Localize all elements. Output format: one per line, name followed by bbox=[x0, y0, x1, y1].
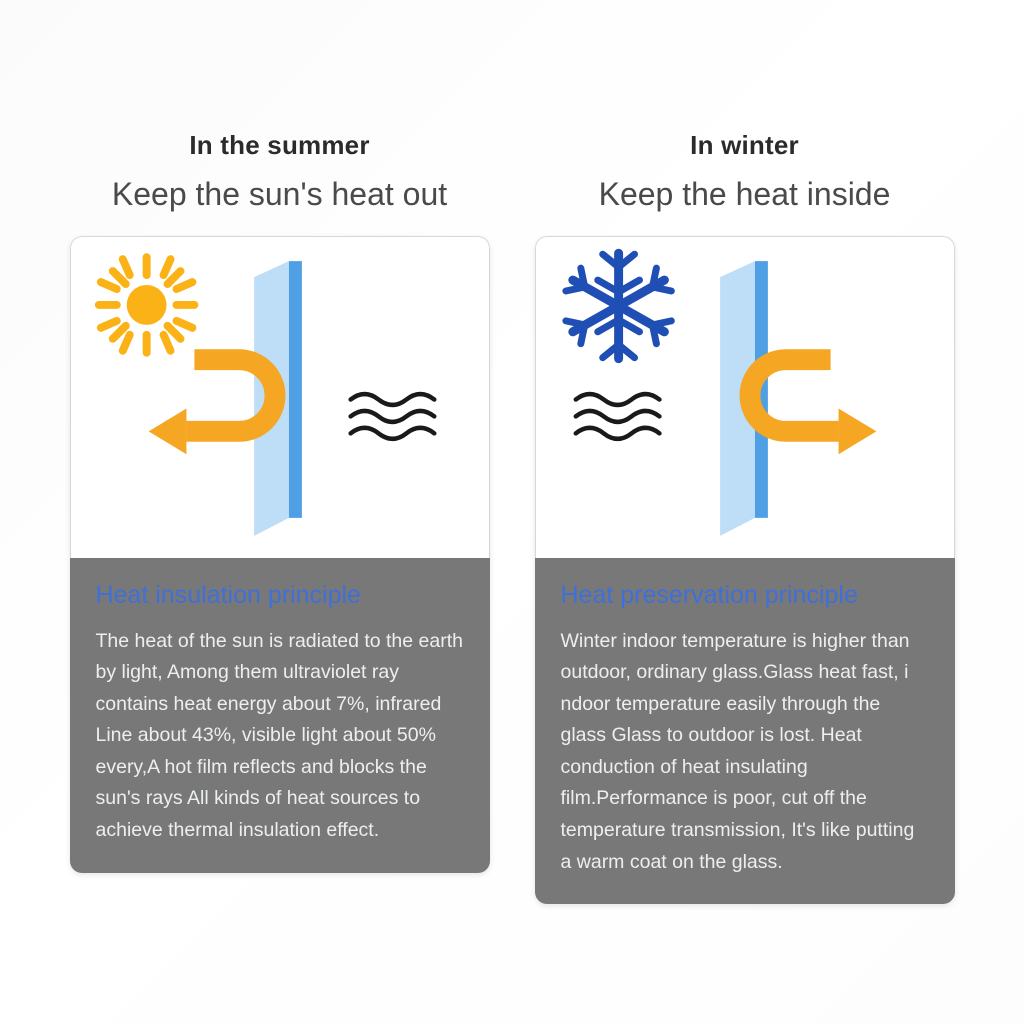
panel-summer-subtitle: Keep the sun's heat out bbox=[111, 176, 448, 213]
illustration-summer-svg bbox=[71, 237, 489, 558]
card-summer bbox=[70, 236, 490, 873]
principle-title-summer: Heat insulation principle bbox=[95, 580, 361, 609]
panel-winter-title: In winter bbox=[690, 130, 799, 160]
principle-title-winter: Heat preservation principle bbox=[560, 580, 858, 609]
illustration-winter-svg bbox=[536, 237, 954, 558]
panel-row bbox=[0, 130, 1024, 904]
card-summer-body bbox=[70, 558, 490, 873]
panel-winter-subtitle: Keep the heat inside bbox=[598, 176, 891, 213]
arrow-head-icon bbox=[148, 408, 186, 454]
arrow-head-icon bbox=[838, 408, 876, 454]
snowflake-icon bbox=[565, 253, 670, 358]
panel-winter-heading bbox=[535, 130, 955, 214]
principle-text-winter: Winter indoor temperature is higher than outdoor, ordinary glass.Glass heat fast, i ndoor temperature easily through the glass Glass to outdoor is lost. Heat conduction of heat insulating film.Performance is poor, cut off the temperature transmission, It's like putting a warm coat on the glass. bbox=[560, 629, 915, 873]
sun-icon bbox=[98, 257, 194, 353]
heat-waves-icon bbox=[350, 394, 434, 439]
illustration-winter bbox=[535, 236, 955, 558]
panel-summer-heading bbox=[70, 130, 490, 214]
card-winter bbox=[535, 236, 955, 905]
heat-waves-icon bbox=[575, 394, 659, 439]
principle-text-summer: The heat of the sun is radiated to the earth by light, Among them ultraviolet ray contains heat energy about 7%, infrared Line about 43%, visible light about 50% every,A hot film reflects and blocks the sun's rays All kinds of heat sources to achieve thermal insulation effect. bbox=[95, 629, 463, 842]
panel-summer bbox=[70, 130, 490, 904]
card-winter-body bbox=[535, 558, 955, 905]
panel-summer-title: In the summer bbox=[189, 130, 370, 160]
panel-winter bbox=[535, 130, 955, 904]
illustration-summer bbox=[70, 236, 490, 558]
